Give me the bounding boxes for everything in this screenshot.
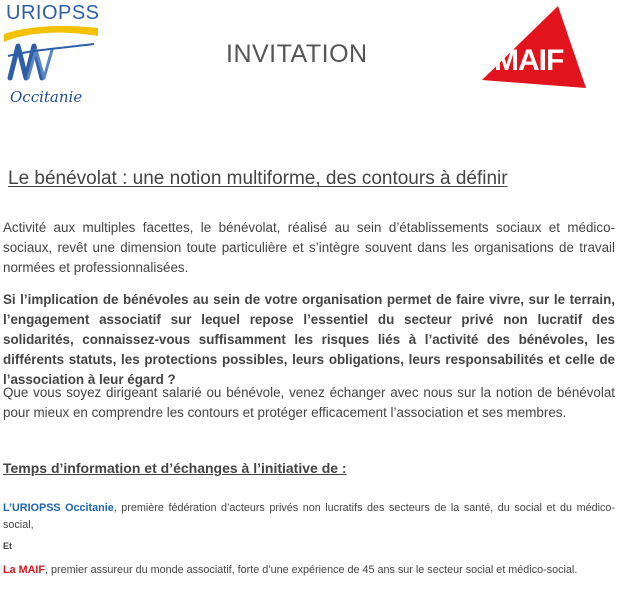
invitation-paragraph: Que vous soyez dirigeant salarié ou bénévole, venez échanger avec nous sur la notion de bénévolat pour mieux en comprendre les contours et protéger efficacement l’association et ses membres. xyxy=(3,385,615,420)
uriopss-logo-name: URIOPSS xyxy=(6,2,100,24)
uriopss-logo xyxy=(2,2,102,114)
maif-logo-name: MAIF xyxy=(494,44,564,77)
organizer-uriopss-name: L’URIOPSS Occitanie xyxy=(3,502,114,514)
uriopss-logo-region: Occitanie xyxy=(10,88,83,106)
question-paragraph: Si l’implication de bénévoles au sein de votre organisation permet de faire vivre, sur le terrain, l’engagement associatif sur lequel repose l’essentiel du secteur privé non lucratif des solidarités, connaissez-vous suffisamment les risques liés à l’activité des bénévoles, les différents statuts, les protections possibles, leurs obligations, leurs responsabilités et celle de l’association à leur égard ? xyxy=(3,292,615,387)
organizer-uriopss xyxy=(3,500,615,534)
uriopss-wave-icon xyxy=(2,20,102,92)
organizer-maif-text: , premier assureur du monde associatif, forte d’une expérience de 45 ans sur le secteur social et médico-social. xyxy=(45,564,578,576)
page-title: INVITATION xyxy=(226,40,368,68)
main-title: Le bénévolat : une notion multiforme, des contours à définir xyxy=(8,168,508,189)
organizer-uriopss-text: , première fédération d’acteurs privés non lucratifs des secteurs de la santé, du social et du médico-social, xyxy=(3,502,615,531)
organizer-maif xyxy=(3,562,615,579)
organizer-conjunction: Et xyxy=(3,541,12,551)
section-heading: Temps d’information et d’échanges à l’initiative de : xyxy=(3,460,347,476)
maif-logo xyxy=(478,4,588,90)
organizer-maif-name: La MAIF xyxy=(3,564,45,576)
intro-paragraph: Activité aux multiples facettes, le bénévolat, réalisé au sein d’établissements sociaux et médico-sociaux, revêt une dimension toute particulière et s’intègre souvent dans les organisations de travail normées et professionnalisées. xyxy=(3,220,615,275)
